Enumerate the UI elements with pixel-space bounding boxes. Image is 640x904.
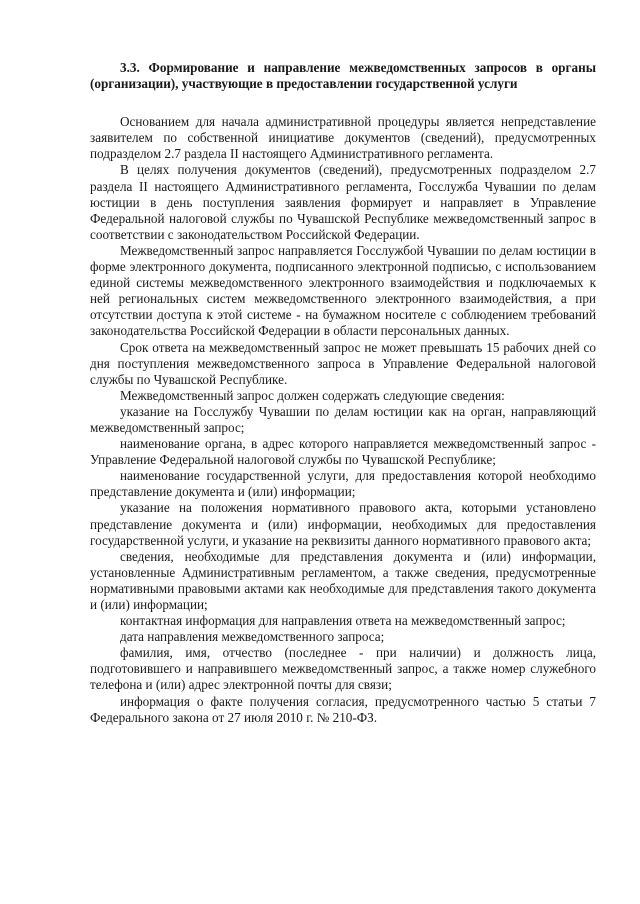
paragraph-basis: Основанием для начала административной процедуры является непредставление заявителем по собственной инициативе документов (сведений), предусмотренных подразделом 2.7 раздела II настоящего Административного регламента. bbox=[90, 114, 596, 162]
list-item-service-name: наименование государственной услуги, для предоставления которой необходимо представление документа и (или) информации; bbox=[90, 468, 596, 500]
paragraph-response-deadline: Срок ответа на межведомственный запрос не может превышать 15 рабочих дней со дня поступления межведомственного запроса в Управление Федеральной налоговой службы по Чувашской Республике. bbox=[90, 339, 596, 387]
section-heading: 3.3. Формирование и направление межведомственных запросов в органы (организации), участвующие в предоставлении государственной услуги bbox=[90, 60, 596, 92]
list-item-required-info: сведения, необходимые для представления документа и (или) информации, установленные Административным регламентом, а также сведения, предусмотренные нормативными правовыми актами как необходимые для представления такого документа и (или) информации; bbox=[90, 548, 596, 612]
list-item-consent-info: информация о факте получения согласия, предусмотренного частью 5 статьи 7 Федерального закона от 27 июля 2010 г. № 210-ФЗ. bbox=[90, 693, 596, 725]
list-item-responsible-person: фамилия, имя, отчество (последнее - при наличии) и должность лица, подготовившего и направившего межведомственный запрос, а также номер служебного телефона и (или) адрес электронной почты для связи; bbox=[90, 645, 596, 693]
list-item-request-date: дата направления межведомственного запроса; bbox=[120, 629, 385, 645]
paragraph-electronic-request: Межведомственный запрос направляется Госслужбой Чувашии по делам юстиции в форме электронного документа, подписанного электронной подписью, с использованием единой системы межведомственного электронного взаимодействия и подключаемых к ней региональных систем межведомственного электронного взаимодействия, а при отсутствии доступа к этой системе - на бумажном носителе с соблюдением требований законодательства Российской Федерации в области персональных данных. bbox=[90, 242, 596, 339]
paragraph-request-contents-intro: Межведомственный запрос должен содержать следующие сведения: bbox=[120, 387, 505, 403]
document-page bbox=[90, 60, 596, 726]
list-item-recipient-body: наименование органа, в адрес которого направляется межведомственный запрос - Управление Федеральной налоговой службы по Чувашской Республике; bbox=[90, 436, 596, 468]
list-item-legal-act: указание на положения нормативного правового акта, которыми установлено представление документа и (или) информации, необходимых для предоставления государственной услуги, и указание на реквизиты данного нормативного правового акта; bbox=[90, 500, 596, 548]
list-item-contact-info: контактная информация для направления ответа на межведомственный запрос; bbox=[120, 613, 566, 629]
list-item-requesting-body: указание на Госслужбу Чувашии по делам юстиции как на орган, направляющий межведомственный запрос; bbox=[90, 403, 596, 435]
paragraph-purpose: В целях получения документов (сведений), предусмотренных подразделом 2.7 раздела II настоящего Административного регламента, Госслужба Чувашии по делам юстиции в день поступления заявления формирует и направляет в Управление Федеральной налоговой службы по Чувашской Республике межведомственный запрос в соответствии с законодательством Российской Федерации. bbox=[90, 162, 596, 242]
